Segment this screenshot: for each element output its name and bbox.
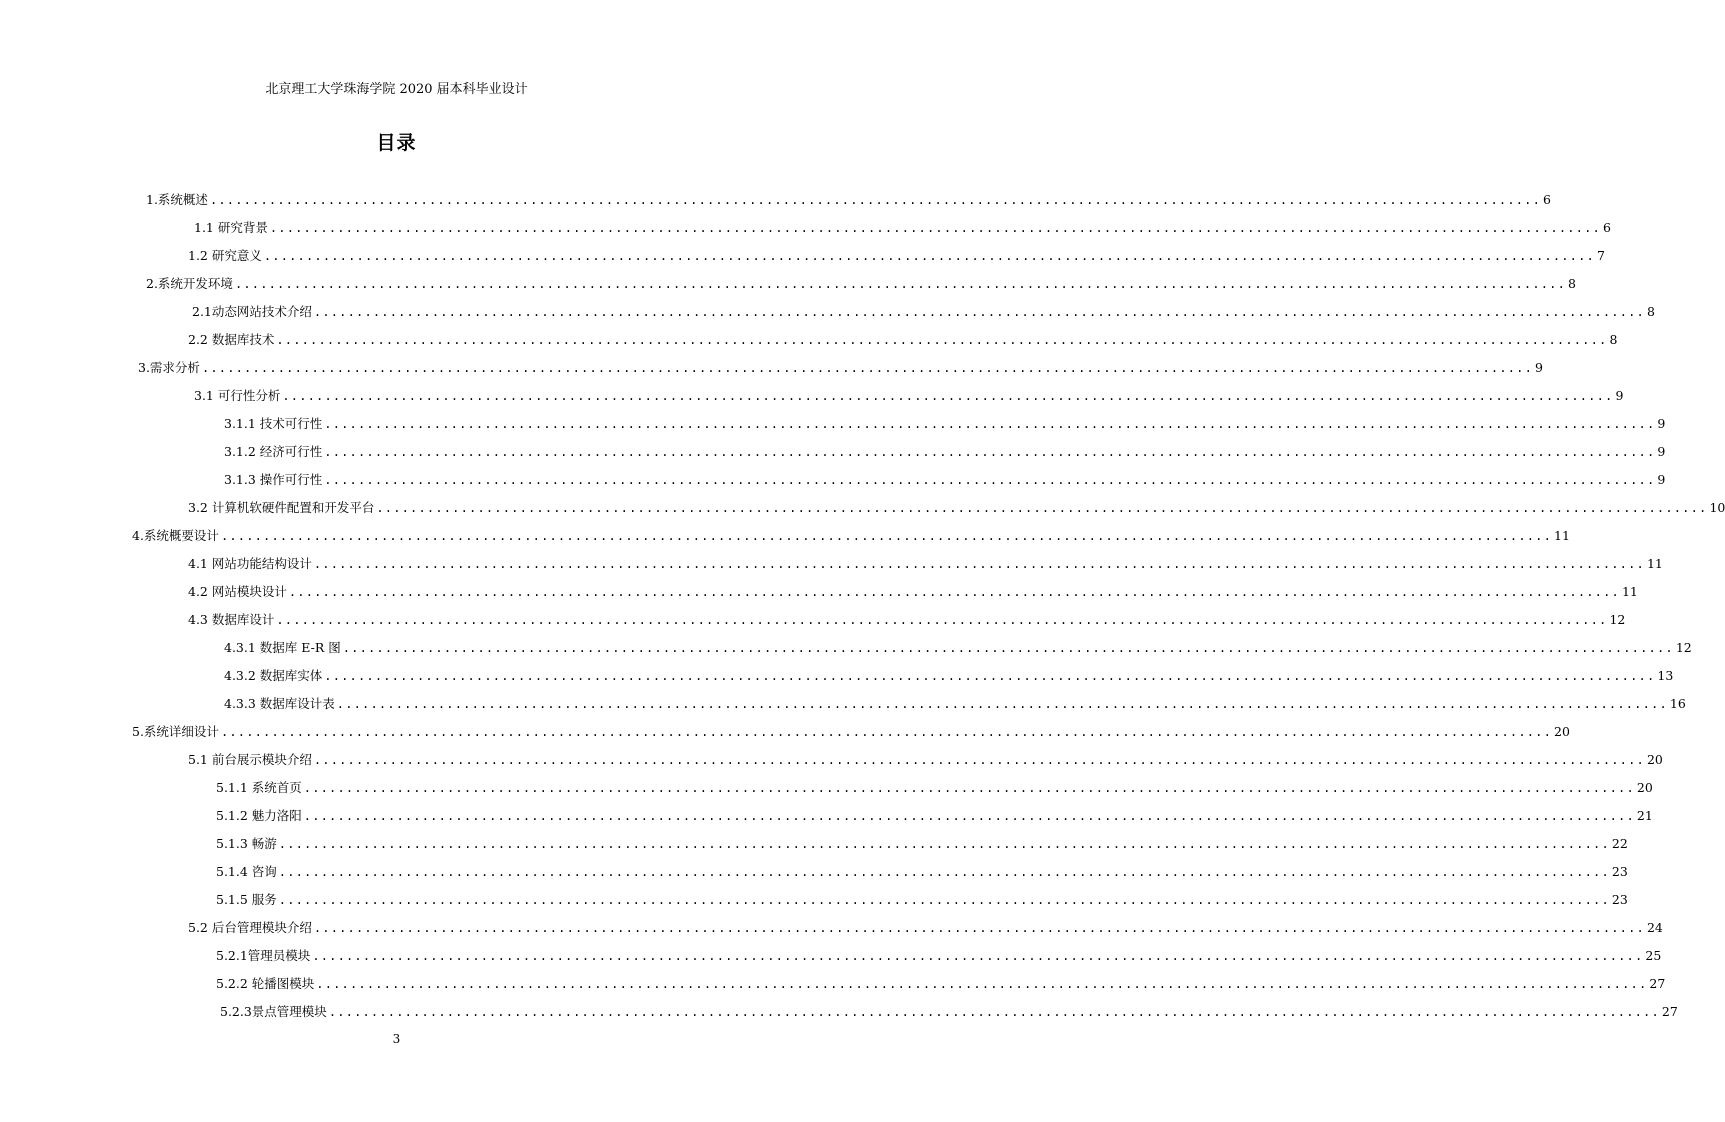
toc-entry-page: 27 bbox=[1661, 1004, 1678, 1019]
toc-entry-3-1-3[interactable] bbox=[224, 466, 1666, 488]
toc-leader: .............................................................................................................................................................. bbox=[278, 837, 1610, 851]
toc-entry-page: 8 bbox=[1646, 304, 1655, 319]
toc-entry-label: 5.1.5 服务 bbox=[216, 892, 277, 907]
toc-entry-5-2-1[interactable] bbox=[216, 942, 1662, 964]
toc-entry-1-1[interactable] bbox=[194, 214, 1611, 236]
toc-entry-page: 23 bbox=[1611, 892, 1628, 907]
toc-entry-page: 8 bbox=[1568, 276, 1576, 291]
toc-entry-page: 20 bbox=[1636, 780, 1653, 795]
toc-leader: .............................................................................................................................................................. bbox=[220, 529, 1553, 543]
toc-entry-page: 22 bbox=[1611, 836, 1628, 851]
toc-entry-page: 9 bbox=[1615, 388, 1624, 403]
page-number: 3 bbox=[392, 1032, 401, 1046]
toc-entry-page: 21 bbox=[1636, 808, 1653, 823]
toc-entry-1[interactable] bbox=[146, 186, 1551, 208]
toc-leader: .............................................................................................................................................................. bbox=[276, 613, 1608, 627]
toc-leader: .............................................................................................................................................................. bbox=[312, 949, 1644, 963]
toc-leader: .............................................................................................................................................................. bbox=[376, 501, 1708, 515]
toc-entry-label: 4.系统概要设计 bbox=[132, 528, 219, 543]
toc-leader: .............................................................................................................................................................. bbox=[303, 781, 1635, 795]
toc-entry-label: 5.1.2 魅力洛阳 bbox=[216, 808, 302, 823]
toc-leader: .............................................................................................................................................................. bbox=[201, 361, 1534, 375]
toc-leader: .............................................................................................................................................................. bbox=[269, 221, 1601, 235]
toc-entry-label: 5.系统详细设计 bbox=[132, 724, 219, 739]
toc-entry-5-1-5[interactable] bbox=[216, 886, 1628, 908]
toc-entry-page: 11 bbox=[1554, 528, 1570, 543]
toc-entry-5[interactable] bbox=[132, 718, 1570, 740]
toc-entry-label: 3.1 可行性分析 bbox=[194, 388, 281, 403]
toc-leader: .............................................................................................................................................................. bbox=[324, 445, 1656, 459]
toc-entry-4-3-3[interactable] bbox=[224, 690, 1686, 712]
toc-entry-label: 1.2 研究意义 bbox=[188, 248, 262, 263]
toc-leader: .............................................................................................................................................................. bbox=[313, 753, 1645, 767]
toc-entry-label: 3.1.2 经济可行性 bbox=[224, 444, 323, 459]
toc-entry-3-1-2[interactable] bbox=[224, 438, 1666, 460]
toc-entry-label: 2.1动态网站技术介绍 bbox=[192, 304, 312, 319]
toc-entry-label: 1.1 研究背景 bbox=[194, 220, 268, 235]
toc-entry-label: 3.需求分析 bbox=[138, 360, 200, 375]
toc-entry-page: 7 bbox=[1596, 248, 1605, 263]
toc-leader: .............................................................................................................................................................. bbox=[282, 389, 1614, 403]
toc-leader: .............................................................................................................................................................. bbox=[324, 417, 1656, 431]
toc-leader: .............................................................................................................................................................. bbox=[324, 669, 1656, 683]
toc-entry-4-3-2[interactable] bbox=[224, 662, 1674, 684]
toc-entry-4[interactable] bbox=[132, 522, 1570, 544]
toc-entry-label: 3.1.3 操作可行性 bbox=[224, 472, 323, 487]
toc-leader: .............................................................................................................................................................. bbox=[316, 977, 1648, 991]
toc-entry-2[interactable] bbox=[146, 270, 1576, 292]
toc-entry-label: 4.3.3 数据库设计表 bbox=[224, 696, 335, 711]
toc-entry-label: 2.2 数据库技术 bbox=[188, 332, 275, 347]
toc-entry-page: 16 bbox=[1669, 696, 1686, 711]
toc-entry-label: 4.3.1 数据库 E-R 图 bbox=[224, 640, 341, 655]
toc-leader: .............................................................................................................................................................. bbox=[220, 725, 1553, 739]
toc-entry-4-1[interactable] bbox=[188, 550, 1663, 572]
toc-leader: .............................................................................................................................................................. bbox=[324, 473, 1656, 487]
toc-leader: .............................................................................................................................................................. bbox=[342, 641, 1674, 655]
toc-leader: .............................................................................................................................................................. bbox=[328, 1005, 1660, 1019]
toc-entry-page: 9 bbox=[1657, 472, 1666, 487]
toc-entry-5-1-2[interactable] bbox=[216, 802, 1653, 824]
toc-leader: .............................................................................................................................................................. bbox=[278, 865, 1610, 879]
toc-entry-5-1-1[interactable] bbox=[216, 774, 1653, 796]
toc-entry-page: 12 bbox=[1675, 640, 1692, 655]
toc-entry-4-3-1[interactable] bbox=[224, 634, 1692, 656]
toc-entry-page: 12 bbox=[1609, 612, 1626, 627]
toc-entry-page: 11 bbox=[1621, 584, 1638, 599]
toc-entry-label: 4.3.2 数据库实体 bbox=[224, 668, 323, 683]
toc-entry-3-1-1[interactable] bbox=[224, 410, 1666, 432]
toc-entry-page: 10 bbox=[1709, 500, 1725, 515]
toc-leader: .............................................................................................................................................................. bbox=[313, 557, 1645, 571]
toc-entry-page: 13 bbox=[1657, 668, 1674, 683]
toc-entry-page: 23 bbox=[1611, 864, 1628, 879]
toc-entry-label: 4.3 数据库设计 bbox=[188, 612, 275, 627]
toc-entry-page: 27 bbox=[1649, 976, 1666, 991]
toc-entry-2-1[interactable] bbox=[192, 298, 1655, 320]
page-title: 目录 bbox=[376, 132, 417, 154]
toc-entry-label: 5.1.1 系统首页 bbox=[216, 780, 302, 795]
toc-entry-page: 24 bbox=[1646, 920, 1663, 935]
toc-entry-page: 6 bbox=[1602, 220, 1611, 235]
toc-entry-3-1[interactable] bbox=[194, 382, 1624, 404]
toc-entry-3[interactable] bbox=[138, 354, 1543, 376]
toc-entry-5-2-3[interactable] bbox=[220, 998, 1678, 1020]
toc-leader: .............................................................................................................................................................. bbox=[288, 585, 1620, 599]
toc-entry-4-2[interactable] bbox=[188, 578, 1638, 600]
toc-entry-1-2[interactable] bbox=[188, 242, 1605, 264]
toc-entry-5-1[interactable] bbox=[188, 746, 1663, 768]
toc-entry-label: 5.2.2 轮播图模块 bbox=[216, 976, 315, 991]
toc-entry-page: 20 bbox=[1554, 724, 1570, 739]
toc-entry-2-2[interactable] bbox=[188, 326, 1618, 348]
toc-leader: .............................................................................................................................................................. bbox=[234, 277, 1567, 291]
toc-leader: .............................................................................................................................................................. bbox=[263, 249, 1595, 263]
toc-entry-page: 6 bbox=[1543, 192, 1551, 207]
toc-leader: .............................................................................................................................................................. bbox=[313, 305, 1645, 319]
toc-entry-label: 4.2 网站模块设计 bbox=[188, 584, 287, 599]
toc-entry-label: 4.1 网站功能结构设计 bbox=[188, 556, 312, 571]
toc-entry-label: 5.1.4 咨询 bbox=[216, 864, 277, 879]
toc-entry-5-2[interactable] bbox=[188, 914, 1663, 936]
toc-entry-label: 3.2 计算机软硬件配置和开发平台 bbox=[188, 500, 375, 515]
toc-entry-label: 5.1.3 畅游 bbox=[216, 836, 277, 851]
toc-entry-4-3[interactable] bbox=[188, 606, 1626, 628]
toc-entry-page: 25 bbox=[1645, 948, 1662, 963]
running-header: 北京理工大学珠海学院 2020 届本科毕业设计 bbox=[265, 82, 528, 97]
toc-leader: .............................................................................................................................................................. bbox=[276, 333, 1608, 347]
toc-entry-3-2[interactable] bbox=[188, 494, 1725, 516]
toc-entry-5-1-3[interactable] bbox=[216, 830, 1628, 852]
toc-entry-label: 2.系统开发环境 bbox=[146, 276, 233, 291]
toc-leader: .............................................................................................................................................................. bbox=[313, 921, 1645, 935]
toc-entry-label: 5.2.3景点管理模块 bbox=[220, 1004, 327, 1019]
toc-entry-label: 1.系统概述 bbox=[146, 192, 208, 207]
toc-leader: .............................................................................................................................................................. bbox=[303, 809, 1635, 823]
toc-entry-page: 9 bbox=[1657, 444, 1666, 459]
toc-entry-5-1-4[interactable] bbox=[216, 858, 1628, 880]
toc-entry-5-2-2[interactable] bbox=[216, 970, 1666, 992]
toc-entry-label: 5.2.1管理员模块 bbox=[216, 948, 311, 963]
toc-leader: .............................................................................................................................................................. bbox=[336, 697, 1668, 711]
toc-entry-label: 5.1 前台展示模块介绍 bbox=[188, 752, 312, 767]
toc-entry-label: 3.1.1 技术可行性 bbox=[224, 416, 323, 431]
toc-leader: .............................................................................................................................................................. bbox=[209, 193, 1542, 207]
toc-entry-page: 8 bbox=[1609, 332, 1618, 347]
toc-entry-page: 20 bbox=[1646, 752, 1663, 767]
toc-entry-label: 5.2 后台管理模块介绍 bbox=[188, 920, 312, 935]
toc-leader: .............................................................................................................................................................. bbox=[278, 893, 1610, 907]
toc-entry-page: 9 bbox=[1535, 360, 1543, 375]
toc-entry-page: 9 bbox=[1657, 416, 1666, 431]
toc-entry-page: 11 bbox=[1646, 556, 1663, 571]
